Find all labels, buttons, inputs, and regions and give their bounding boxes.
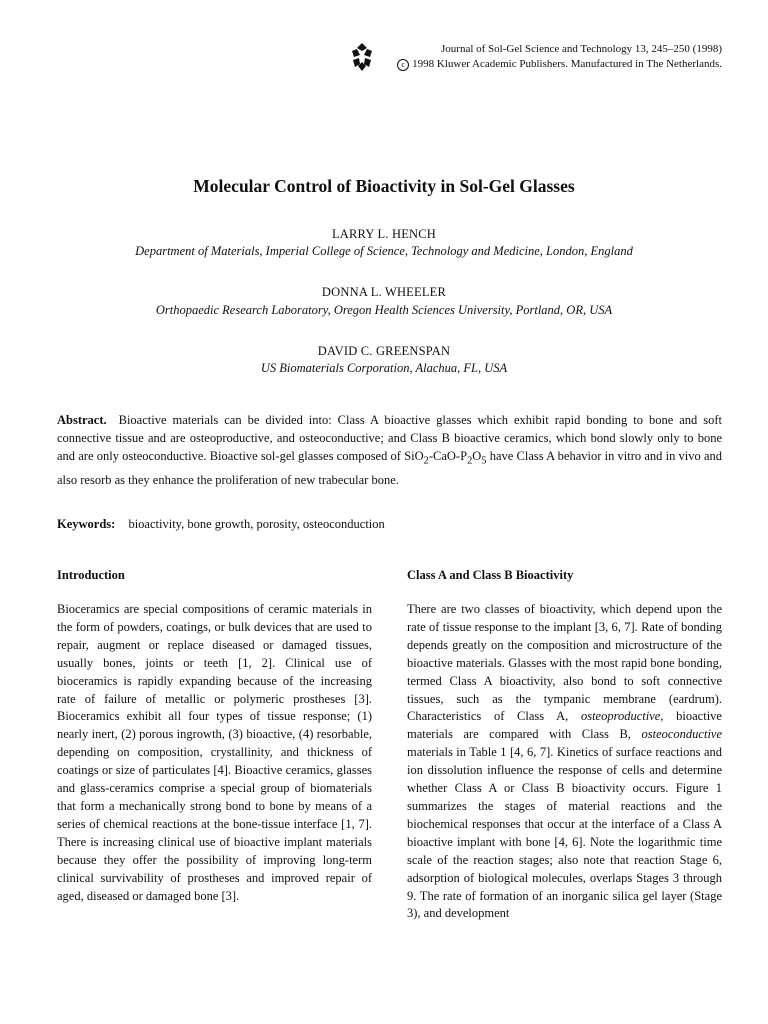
copyright-icon: c xyxy=(397,59,409,71)
keywords-label: Keywords: xyxy=(57,517,116,531)
copyright-line xyxy=(397,57,722,72)
author-affiliation: Orthopaedic Research Laboratory, Oregon Health Sciences University, Portland, OR, USA xyxy=(155,303,613,317)
chemical-formula: $SiO_2-CaO-P_2O_5$ xyxy=(404,449,487,467)
italic-term: osteoconductive xyxy=(641,727,722,742)
author-affiliation: US Biomaterials Corporation, Alachua, FL, USA xyxy=(260,361,508,375)
keywords-text: bioactivity, bone growth, porosity, osteoconduction xyxy=(128,517,385,531)
journal-header xyxy=(350,42,722,76)
abstract-text-part1: Bioactive materials can be divided into: Class A bioactive glasses which exhibit rapid bonding to bone and soft connective tissue and are osteoproductive, and osteoconductive; and Class B bioactive ceramics, which bond slowly only to bone and are only osteoconductive. Bioactive sol-gel glasses composed of xyxy=(57,413,722,463)
bioactivity-body: There are two classes of bioactivity, which depend upon the rate of tissue response to the implant [3, 6, 7]. Rate of bonding depends greatly on the composition and microstructure of the bioactive materials. Glasses with the most rapid bone bonding, termed Class A bioactivity, also bond to soft connective tissues, such as the tympanic membrane (eardrum). Characteristics of Class A, osteoproductive, bioactive materials are compared with Class B, osteoconductive materials in Table 1 [4, 6, 7]. Kinetics of surface reactions and ion dissolution influence the response of cells and determine whether Class A or Class B bioactivity occurs. Figure 1 summarizes the stages of material reactions and the biochemical responses that occur at the interface of a Class A bioactive implant with bone [4, 6]. Note the logarithmic time scale of the reaction stages; also note that reaction Stage 6, adsorption of biological molecules, overlaps Stages 3 through 9. The rate of formation of an inorganic silica gel layer (Stage 3), and development xyxy=(407,602,722,921)
introduction-body: Bioceramics are special compositions of ceramic materials in the form of powders, coatings, or bulk devices that are used to repair, augment or replace diseased or damaged tissues, usually bones, joints or teeth [1, 2]. Clinical use of bioceramics is rapidly expanding because of the increasing rate of failure of metallic or polymeric prostheses [3]. Bioceramics exhibit all four types of tissue response; (1) nearly inert, (2) porous ingrowth, (3) bioactive, (4) resorbable, depending on composition, crystallinity, and thickness of coatings or size of particulates [4]. Bioactive ceramics, glasses and glass-ceramics comprise a special group of biomaterials that form a mechanically strong bond to bone by means of a series of chemical reactions at the bone-tissue interface [1, 7]. There is increasing clinical use of bioactive implant materials because they offer the possibility of improving long-term clinical survivability of prostheses and improved repair of aged, diseased or damaged bone [3]. xyxy=(57,602,372,903)
publisher-text: 1998 Kluwer Academic Publishers. Manufactured in The Netherlands. xyxy=(412,58,722,70)
kluwer-logo-icon xyxy=(350,42,374,72)
abstract xyxy=(57,411,722,489)
author-name: LARRY L. HENCH xyxy=(331,227,437,241)
header-text xyxy=(397,42,722,72)
author-name: DONNA L. WHEELER xyxy=(321,285,447,299)
journal-citation: Journal of Sol-Gel Science and Technology 13, 245–250 (1998) xyxy=(441,43,722,55)
keywords xyxy=(57,515,722,533)
author-name: DAVID C. GREENSPAN xyxy=(317,344,451,358)
italic-term: osteoproductive xyxy=(580,709,661,724)
section-heading-bioactivity: Class A and Class B Bioactivity xyxy=(407,568,574,582)
author-affiliation: Department of Materials, Imperial College of Science, Technology and Medicine, London, England xyxy=(135,244,633,258)
paper-title: Molecular Control of Bioactivity in Sol-Gel Glasses xyxy=(193,176,575,196)
section-heading-introduction: Introduction xyxy=(57,568,125,582)
abstract-label: Abstract. xyxy=(57,413,107,427)
abstract-text-part2: have Class A behavior in vitro and in vivo and also resorb as they enhance the proliferation of new trabecular bone. xyxy=(57,449,723,487)
